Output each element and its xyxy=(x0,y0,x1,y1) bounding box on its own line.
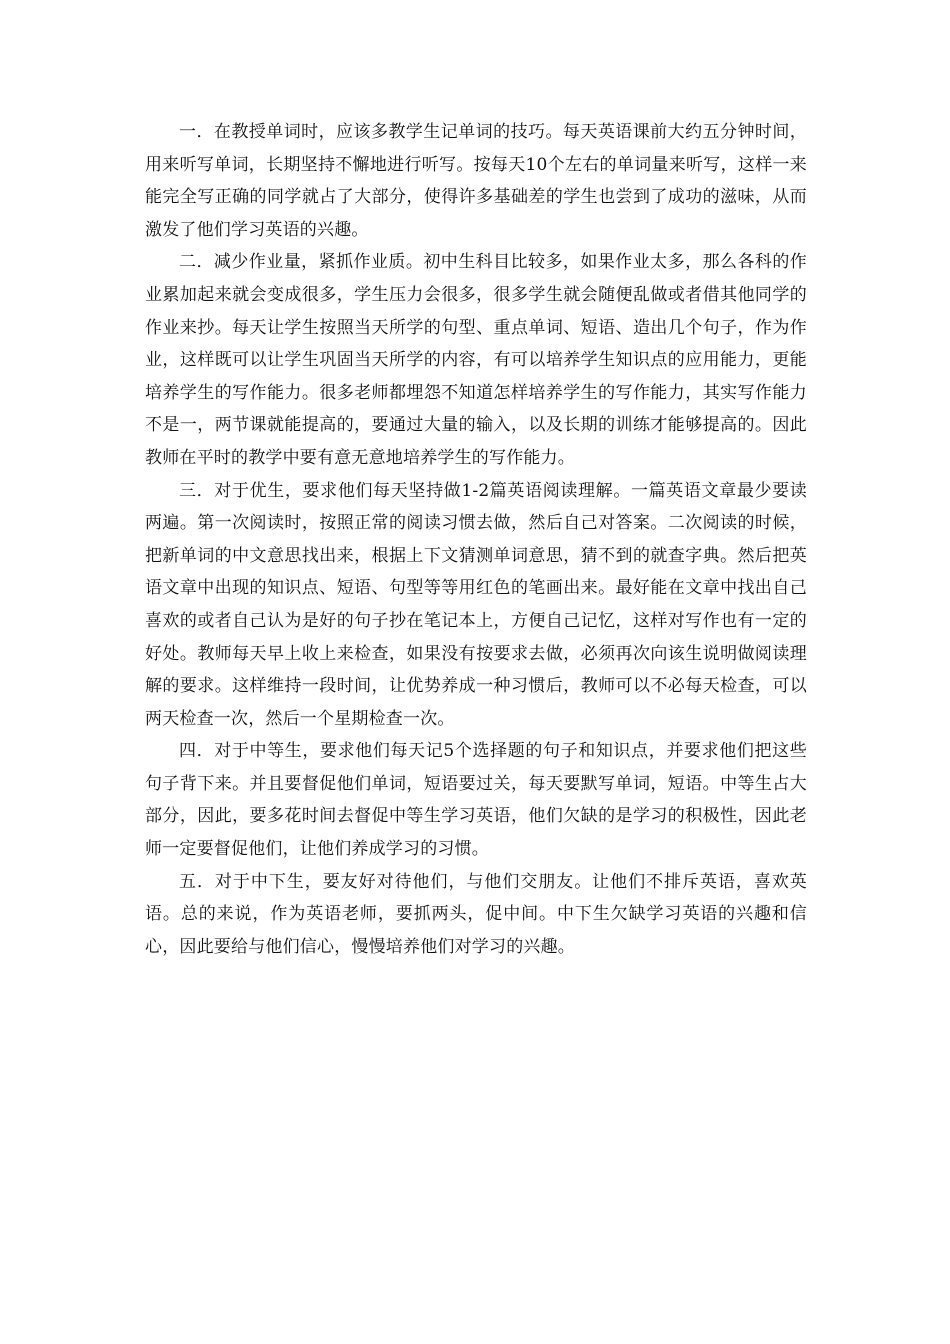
paragraph-5: 五．对于中下生，要友好对待他们，与他们交朋友。让他们不排斥英语，喜欢英语。总的来说，作为英语老师，要抓两头，促中间。中下生欠缺学习英语的兴趣和信心，因此要给与他们信心，慢慢培养他们对学习的兴趣。 xyxy=(145,871,807,957)
paragraph-4: 四．对于中等生，要求他们每天记5个选择题的句子和知识点，并要求他们把这些句子背下来。并且要督促他们单词，短语要过关，每天要默写单词，短语。中等生占大部分，因此，要多花时间去督促中等生学习英语，他们欠缺的是学习的积极性，因此老师一定要督促他们，让他们养成学习的习惯。 xyxy=(145,741,807,860)
document-body xyxy=(145,116,807,963)
paragraph-2: 二．减少作业量，紧抓作业质。初中生科目比较多，如果作业太多，那么各科的作业累加起来就会变成很多，学生压力会很多，很多学生就会随便乱做或者借其他同学的作业来抄。每天让学生按照当天所学的句型、重点单词、短语、造出几个句子，作为作业，这样既可以让学生巩固当天所学的内容，有可以培养学生知识点的应用能力，更能培养学生的写作能力。很多老师都埋怨不知道怎样培养学生的写作能力，其实写作能力不是一，两节课就能提高的，要通过大量的输入，以及长期的训练才能够提高的。因此教师在平时的教学中要有意无意地培养学生的写作能力。 xyxy=(145,252,807,468)
paragraph-3: 三．对于优生，要求他们每天坚持做1-2篇英语阅读理解。一篇英语文章最少要读两遍。第一次阅读时，按照正常的阅读习惯去做，然后自己对答案。二次阅读的时候，把新单词的中文意思找出来，根据上下文猜测单词意思，猜不到的就查字典。然后把英语文章中出现的知识点、短语、句型等等用红色的笔画出来。最好能在文章中找出自己喜欢的或者自己认为是好的句子抄在笔记本上，方便自己记忆，这样对写作也有一定的好处。教师每天早上收上来检查，如果没有按要求去做，必须再次向该生说明做阅读理解的要求。这样维持一段时间，让优势养成一种习惯后，教师可以不必每天检查，可以两天检查一次，然后一个星期检查一次。 xyxy=(145,480,807,729)
paragraph-1: 一．在教授单词时，应该多教学生记单词的技巧。每天英语课前大约五分钟时间，用来听写单词，长期坚持不懈地进行听写。按每天10个左右的单词量来听写，这样一来能完全写正确的同学就占了大部分，使得许多基础差的学生也尝到了成功的滋味，从而激发了他们学习英语的兴趣。 xyxy=(145,122,807,240)
